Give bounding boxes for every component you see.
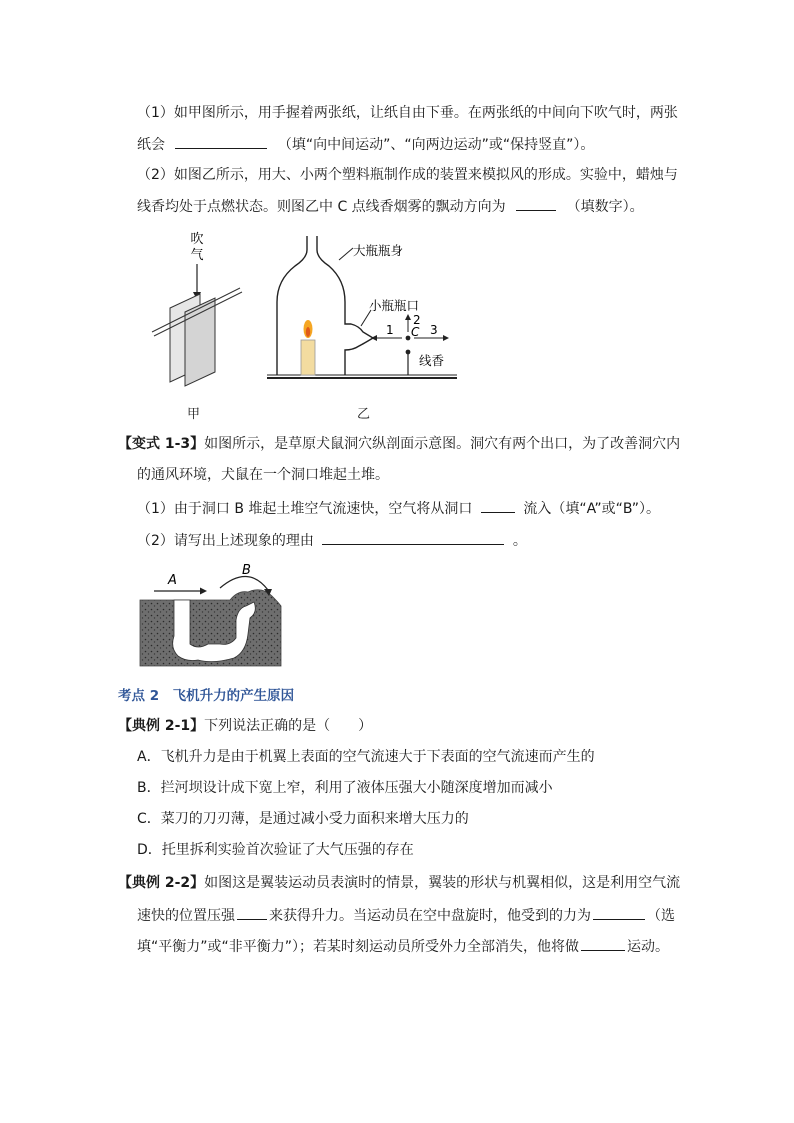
q-part2-line2 (137, 196, 644, 217)
option-a[interactable]: A．飞机升力是由于机翼上表面的空气流速大于下表面的空气流速而产生的 (137, 749, 595, 765)
q-part1-line2 (137, 134, 594, 155)
q-part2-text-b: （填数字）。 (566, 199, 644, 215)
figure-burrow (138, 560, 288, 670)
q-part1-line1: （1）如甲图所示，用手握着两张纸，让纸自由下垂。在两张纸的中间向下吹气时，两张 (137, 105, 678, 121)
example-2-2-line2 (137, 905, 675, 926)
blow-label-2: 气 (190, 248, 204, 263)
variant-1-3-line2: 的通风环境，犬鼠在一个洞口堆起土堆。 (137, 467, 389, 483)
example-tag: 【典例 2-1】 (118, 718, 205, 734)
example-2-2-text2a: 速快的位置压强 (137, 908, 235, 924)
answer-blank[interactable] (481, 498, 515, 513)
point-c-label: C (411, 325, 420, 339)
example-2-1-stem (118, 716, 372, 736)
answer-blank[interactable] (516, 196, 556, 211)
option-d[interactable]: D．托里拆利实验首次验证了大气压强的存在 (137, 842, 414, 858)
variant-part1-b: 流入（填“A”或“B”）。 (523, 501, 661, 517)
label-big-bottle: 大瓶瓶身 (353, 243, 404, 258)
figure-yi-caption: 乙 (357, 407, 371, 422)
example-2-2-text1: 如图这是翼装运动员表演时的情景，翼装的形状与机翼相似，这是利用空气流 (204, 875, 681, 891)
variant-stem-1: 如图所示，是草原犬鼠洞穴纵剖面示意图。洞穴有两个出口，为了改善洞穴内 (204, 436, 681, 452)
blow-label-1: 吹 (190, 232, 204, 247)
example-2-2-text3b: 运动。 (627, 939, 670, 955)
variant-part2 (137, 530, 527, 551)
example-2-2-text2b: 来获得升力。当运动员在空中盘旋时，他受到的力为 (269, 908, 591, 924)
figure-jia-caption: 甲 (187, 407, 201, 422)
label-hole-a: A (168, 573, 177, 588)
q-part1-text-b: （填“向中间运动”、“向两边运动”或“保持竖直”）。 (277, 137, 595, 153)
answer-blank[interactable] (175, 134, 267, 149)
example-stem: 下列说法正确的是（ ） (204, 718, 373, 734)
dir-3-label: 3 (430, 323, 438, 337)
q-part1-text-a: 纸会 (137, 137, 165, 153)
option-b[interactable]: B．拦河坝设计成下宽上窄，利用了液体压强大小随深度增加而减小 (137, 780, 553, 796)
label-small-bottle: 小瓶瓶口 (369, 298, 420, 313)
variant-part2-b: 。 (512, 533, 527, 549)
figure-jia-paper (140, 228, 250, 388)
example-2-2-line3 (137, 936, 669, 957)
answer-blank[interactable] (237, 905, 267, 920)
example-2-2-line1 (118, 873, 680, 893)
dir-2-label: 2 (413, 313, 421, 327)
answer-blank[interactable] (581, 936, 625, 951)
variant-part1-a: （1）由于洞口 B 堆起土堆空气流速快，空气将从洞口 (137, 501, 473, 517)
option-c[interactable]: C．菜刀的刀刃薄，是通过减小受力面积来增大压力的 (137, 811, 469, 827)
label-incense: 线香 (419, 353, 445, 368)
figure-yi-bottle (265, 230, 465, 385)
answer-blank[interactable] (322, 530, 504, 545)
q-part2-text-a: 线香均处于点燃状态。则图乙中 C 点线香烟雾的飘动方向为 (137, 199, 506, 215)
answer-blank[interactable] (593, 905, 645, 920)
q-part2-line1: （2）如图乙所示，用大、小两个塑料瓶制作成的装置来模拟风的形成。实验中，蜡烛与 (137, 167, 678, 183)
variant-part1 (137, 498, 660, 519)
label-hole-b: B (242, 563, 251, 578)
example-tag: 【典例 2-2】 (118, 875, 205, 891)
example-2-2-text2c: （选 (647, 908, 675, 924)
variant-tag: 【变式 1-3】 (118, 436, 205, 452)
example-2-2-text3a: 填“平衡力”或“非平衡力”）；若某时刻运动员所受外力全部消失，他将做 (137, 939, 580, 955)
section-heading: 考点 2 飞机升力的产生原因 (118, 688, 295, 704)
dir-1-label: 1 (386, 323, 394, 337)
variant-part2-a: （2）请写出上述现象的理由 (137, 533, 314, 549)
variant-1-3-line1 (118, 434, 680, 454)
